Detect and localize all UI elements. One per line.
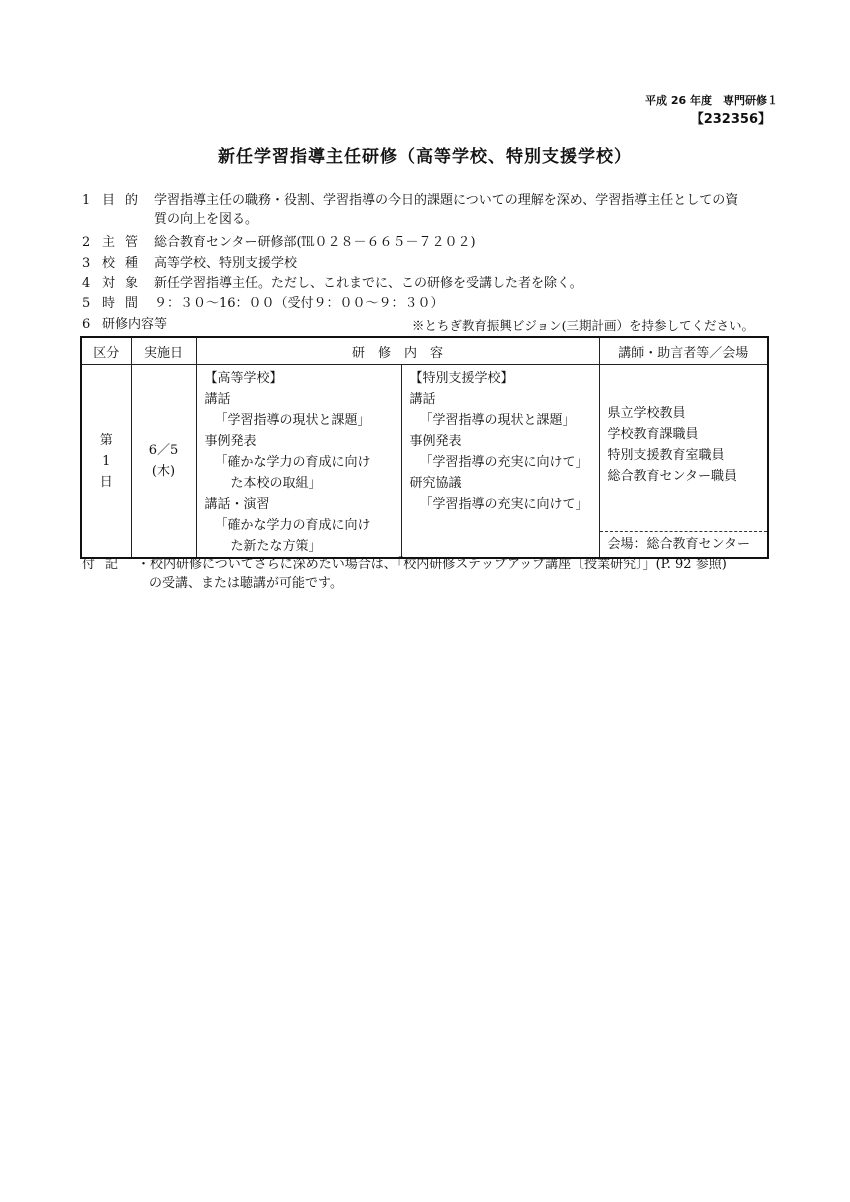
content-line: 【特別支援学校】 bbox=[409, 371, 514, 386]
item-organizer bbox=[82, 233, 476, 252]
cell-division bbox=[81, 365, 131, 559]
content-line: 講話・演習 bbox=[204, 497, 270, 512]
date-weekday: (木) bbox=[151, 464, 176, 479]
table-row bbox=[81, 365, 768, 559]
item-school-type bbox=[82, 254, 297, 273]
schedule-table bbox=[80, 336, 769, 559]
content-line: 事例発表 bbox=[204, 434, 257, 449]
item-label: 時間 bbox=[102, 296, 149, 311]
item-label: 校種 bbox=[102, 256, 149, 271]
division-char: 1 bbox=[102, 453, 111, 469]
item-number: 3 bbox=[82, 256, 91, 271]
content-line: 【高等学校】 bbox=[204, 371, 283, 386]
item-number: 2 bbox=[82, 235, 91, 250]
course-code: 【232356】 bbox=[690, 112, 771, 127]
item-content-heading bbox=[82, 315, 167, 334]
item-purpose bbox=[82, 191, 738, 210]
appendix-text-cont: の受講、または聴講が可能です。 bbox=[149, 576, 343, 591]
content-line: 講話 bbox=[409, 392, 436, 407]
item-number: 4 bbox=[82, 276, 91, 291]
content-line: 講話 bbox=[204, 392, 231, 407]
item-label: 研修内容等 bbox=[102, 317, 168, 332]
item-label: 主管 bbox=[102, 235, 149, 250]
item-target bbox=[82, 274, 583, 293]
item-number: 6 bbox=[82, 317, 91, 332]
content-line: 「学習指導の充実に向けて」 bbox=[419, 497, 589, 512]
lecturer-list bbox=[608, 403, 737, 487]
cell-content-special-school bbox=[401, 365, 599, 559]
item-number: 1 bbox=[82, 193, 91, 208]
header-division: 区分 bbox=[81, 337, 131, 365]
lecturer-item: 県立学校教員 bbox=[607, 406, 686, 421]
header-date: 実施日 bbox=[131, 337, 196, 365]
item-purpose-cont: 質の向上を図る。 bbox=[154, 212, 259, 227]
division-char: 第 bbox=[99, 432, 113, 448]
content-line: 「学習指導の充実に向けて」 bbox=[419, 455, 589, 470]
bring-materials-note: ※とちぎ教育振興ビジョン(三期計画）を持参してください。 bbox=[411, 318, 754, 333]
content-line: 「確かな学力の育成に向け bbox=[214, 455, 371, 470]
item-text: 高等学校、特別支援学校 bbox=[154, 256, 298, 271]
item-label: 目的 bbox=[102, 193, 149, 208]
lecturer-item: 特別支援教育室職員 bbox=[607, 448, 725, 463]
item-text: 新任学習指導主任。ただし、これまでに、この研修を受講した者を除く。 bbox=[154, 276, 583, 291]
content-line: 事例発表 bbox=[409, 434, 462, 449]
page-title: 新任学習指導主任研修（高等学校、特別支援学校） bbox=[218, 147, 632, 167]
content-line: た本校の取組」 bbox=[230, 476, 322, 491]
venue: 会場：総合教育センター bbox=[600, 531, 768, 557]
item-text: 学習指導主任の職務・役割、学習指導の今日的課題についての理解を深め、学習指導主任としての資 bbox=[154, 193, 739, 208]
header-lecturers: 講師・助言者等／会場 bbox=[599, 337, 768, 365]
appendix-text: ・校内研修についてさらに深めたい場合は、「校内研修ステップアップ講座〔授業研究〕」(P. 92 参照) bbox=[137, 557, 727, 572]
appendix bbox=[82, 555, 727, 593]
item-time bbox=[82, 294, 444, 313]
content-line: 「学習指導の現状と課題」 bbox=[419, 413, 576, 428]
cell-lecturers bbox=[599, 365, 768, 559]
content-line: た新たな方策」 bbox=[230, 539, 322, 554]
table-header-row bbox=[81, 337, 768, 365]
item-label: 対象 bbox=[102, 276, 149, 291]
cell-date bbox=[131, 365, 196, 559]
cell-content-high-school bbox=[196, 365, 401, 559]
fiscal-year-label: 平成 26 年度 専門研修１ bbox=[645, 94, 778, 107]
lecturer-item: 総合教育センター職員 bbox=[607, 469, 737, 484]
appendix-label: 付記 bbox=[82, 557, 129, 572]
content-line: 「確かな学力の育成に向け bbox=[214, 518, 371, 533]
item-text: ９：３０～16：００（受付９：００～９：３０） bbox=[154, 296, 444, 311]
header-content: 研 修 内 容 bbox=[196, 337, 599, 365]
item-number: 5 bbox=[82, 296, 91, 311]
division-char: 日 bbox=[99, 474, 113, 490]
item-text: 総合教育センター研修部(℡０２８－６６５－７２０２) bbox=[154, 235, 476, 250]
lecturer-item: 学校教育課職員 bbox=[607, 427, 699, 442]
content-line: 「学習指導の現状と課題」 bbox=[214, 413, 371, 428]
date-value: 6／5 bbox=[148, 443, 179, 458]
content-line: 研究協議 bbox=[409, 476, 462, 491]
